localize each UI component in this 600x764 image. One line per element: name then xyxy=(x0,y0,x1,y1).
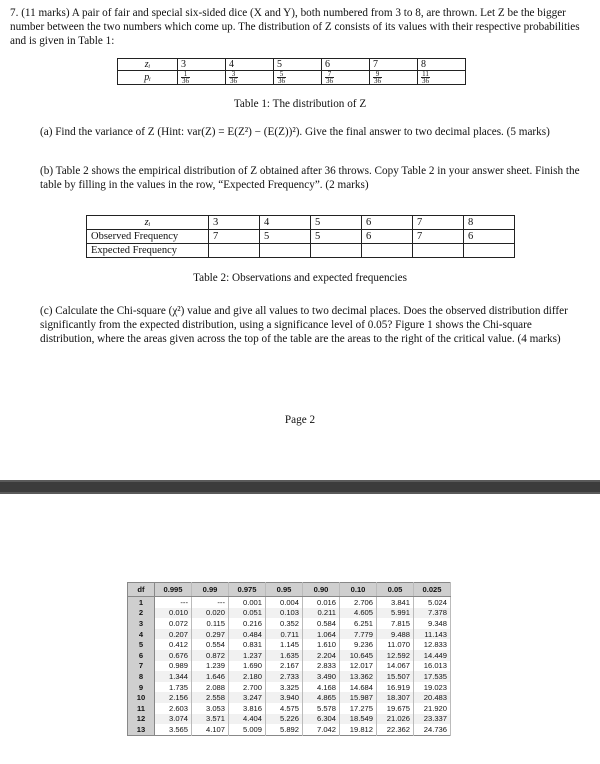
critical-value-cell: 0.352 xyxy=(266,618,303,629)
area-header: 0.99 xyxy=(192,583,229,597)
area-header: 0.90 xyxy=(303,583,340,597)
critical-value-cell: --- xyxy=(155,597,192,608)
z-value: 4 xyxy=(260,216,311,230)
expected-value xyxy=(362,244,413,258)
critical-value-cell: 0.872 xyxy=(192,650,229,661)
critical-value-cell: 14.067 xyxy=(377,661,414,672)
critical-value-cell: 5.009 xyxy=(229,724,266,735)
df-cell: 9 xyxy=(128,682,155,693)
critical-value-cell: 0.004 xyxy=(266,597,303,608)
critical-value-cell: 3.325 xyxy=(266,682,303,693)
critical-value-cell: 0.020 xyxy=(192,608,229,619)
z-value: 4 xyxy=(226,59,274,71)
part-c-text: (c) Calculate the Chi-square (χ²) value and give all values to two decimal places. Does the observed distribution differ significantly from the expected distribution, using a significance level of 0.05? Figure 1 shows the Chi-square distribution, where the areas given across the top of the table are the areas to the right of the critical value. (4 marks) xyxy=(40,305,568,345)
df-cell: 13 xyxy=(128,724,155,735)
critical-value-cell: 2.558 xyxy=(192,692,229,703)
chi-row xyxy=(128,724,451,735)
critical-value-cell: 3.247 xyxy=(229,692,266,703)
critical-value-cell: --- xyxy=(192,597,229,608)
observed-value: 5 xyxy=(260,230,311,244)
critical-value-cell: 0.831 xyxy=(229,639,266,650)
critical-value-cell: 9.348 xyxy=(414,618,451,629)
z-row xyxy=(118,59,466,71)
critical-value-cell: 0.216 xyxy=(229,618,266,629)
table1-caption: Table 1: The distribution of Z xyxy=(233,98,367,110)
critical-value-cell: 2.603 xyxy=(155,703,192,714)
critical-value-cell: 2.204 xyxy=(303,650,340,661)
critical-value-cell: 3.490 xyxy=(303,671,340,682)
observed-value: 7 xyxy=(209,230,260,244)
z-value: 3 xyxy=(178,59,226,71)
observed-row xyxy=(87,230,515,244)
chi-row xyxy=(128,608,451,619)
critical-value-cell: 16.919 xyxy=(377,682,414,693)
page-number: Page 2 xyxy=(284,414,316,426)
chi-header-row xyxy=(128,583,451,597)
critical-value-cell: 22.362 xyxy=(377,724,414,735)
distribution-table xyxy=(117,58,466,85)
critical-value-cell: 5.578 xyxy=(303,703,340,714)
expected-label: Expected Frequency xyxy=(87,244,209,258)
critical-value-cell: 11.070 xyxy=(377,639,414,650)
chi-row xyxy=(128,597,451,608)
df-cell: 5 xyxy=(128,639,155,650)
chi-row xyxy=(128,650,451,661)
chi-row xyxy=(128,682,451,693)
critical-value-cell: 1.735 xyxy=(155,682,192,693)
df-cell: 2 xyxy=(128,608,155,619)
critical-value-cell: 6.251 xyxy=(340,618,377,629)
chi-row xyxy=(128,661,451,672)
expected-value xyxy=(260,244,311,258)
observed-value: 5 xyxy=(311,230,362,244)
chi-row xyxy=(128,714,451,725)
critical-value-cell: 3.053 xyxy=(192,703,229,714)
z-label: zᵢ xyxy=(87,216,209,230)
critical-value-cell: 1.145 xyxy=(266,639,303,650)
critical-value-cell: 2.088 xyxy=(192,682,229,693)
chi-row xyxy=(128,639,451,650)
critical-value-cell: 20.483 xyxy=(414,692,451,703)
critical-value-cell: 0.001 xyxy=(229,597,266,608)
p-row xyxy=(118,71,466,85)
part-b-text: (b) Table 2 shows the empirical distribution of Z obtained after 36 throws. Copy Table 2 in your answer sheet. Finish the table by filling in the values in the row, “Expected Frequency”. (2 marks) xyxy=(40,165,580,191)
critical-value-cell: 1.635 xyxy=(266,650,303,661)
observed-value: 6 xyxy=(362,230,413,244)
critical-value-cell: 2.733 xyxy=(266,671,303,682)
critical-value-cell: 19.675 xyxy=(377,703,414,714)
critical-value-cell: 0.211 xyxy=(303,608,340,619)
critical-value-cell: 15.987 xyxy=(340,692,377,703)
probability-fraction: $\frac{3}{36}$ xyxy=(230,70,237,85)
df-cell: 1 xyxy=(128,597,155,608)
critical-value-cell: 17.535 xyxy=(414,671,451,682)
critical-value-cell: 7.779 xyxy=(340,629,377,640)
critical-value-cell: 7.815 xyxy=(377,618,414,629)
chi-row xyxy=(128,692,451,703)
critical-value-cell: 19.023 xyxy=(414,682,451,693)
p-label: pᵢ xyxy=(118,71,178,85)
critical-value-cell: 2.180 xyxy=(229,671,266,682)
critical-value-cell: 0.584 xyxy=(303,618,340,629)
probability-fraction: $\frac{11}{36}$ xyxy=(422,70,429,85)
critical-value-cell: 7.378 xyxy=(414,608,451,619)
area-header: 0.95 xyxy=(266,583,303,597)
critical-value-cell: 12.017 xyxy=(340,661,377,672)
critical-value-cell: 2.700 xyxy=(229,682,266,693)
chi-row xyxy=(128,629,451,640)
critical-value-cell: 0.103 xyxy=(266,608,303,619)
chi-square-table xyxy=(127,582,451,736)
observed-value: 7 xyxy=(413,230,464,244)
critical-value-cell: 10.645 xyxy=(340,650,377,661)
critical-value-cell: 0.989 xyxy=(155,661,192,672)
z-value: 7 xyxy=(370,59,418,71)
critical-value-cell: 2.156 xyxy=(155,692,192,703)
df-header: df xyxy=(128,583,155,597)
critical-value-cell: 12.833 xyxy=(414,639,451,650)
df-cell: 10 xyxy=(128,692,155,703)
z-value: 8 xyxy=(464,216,515,230)
critical-value-cell: 3.571 xyxy=(192,714,229,725)
area-header: 0.995 xyxy=(155,583,192,597)
critical-value-cell: 17.275 xyxy=(340,703,377,714)
question-intro: 7. (11 marks) A pair of fair and special six-sided dice (X and Y), both numbered from 3 to 8, are thrown. Let Z be the bigger number between the two numbers which come up. The distribution of Z consists of its values with their respective probabilities and is given in Table 1: xyxy=(10,7,580,47)
critical-value-cell: 3.074 xyxy=(155,714,192,725)
df-cell: 4 xyxy=(128,629,155,640)
critical-value-cell: 24.736 xyxy=(414,724,451,735)
critical-value-cell: 0.072 xyxy=(155,618,192,629)
critical-value-cell: 0.010 xyxy=(155,608,192,619)
critical-value-cell: 4.605 xyxy=(340,608,377,619)
critical-value-cell: 12.592 xyxy=(377,650,414,661)
critical-value-cell: 0.297 xyxy=(192,629,229,640)
observed-value: 6 xyxy=(464,230,515,244)
critical-value-cell: 5.226 xyxy=(266,714,303,725)
critical-value-cell: 4.404 xyxy=(229,714,266,725)
df-cell: 11 xyxy=(128,703,155,714)
critical-value-cell: 5.892 xyxy=(266,724,303,735)
critical-value-cell: 0.115 xyxy=(192,618,229,629)
critical-value-cell: 1.237 xyxy=(229,650,266,661)
critical-value-cell: 1.690 xyxy=(229,661,266,672)
observations-table xyxy=(86,215,515,258)
critical-value-cell: 3.940 xyxy=(266,692,303,703)
critical-value-cell: 2.706 xyxy=(340,597,377,608)
page-separator-shadow xyxy=(0,482,600,492)
z-value: 6 xyxy=(322,59,370,71)
critical-value-cell: 2.833 xyxy=(303,661,340,672)
probability-fraction: $\frac{7}{36}$ xyxy=(326,70,333,85)
critical-value-cell: 7.042 xyxy=(303,724,340,735)
df-cell: 3 xyxy=(128,618,155,629)
area-header: 0.05 xyxy=(377,583,414,597)
critical-value-cell: 4.865 xyxy=(303,692,340,703)
expected-value xyxy=(464,244,515,258)
critical-value-cell: 11.143 xyxy=(414,629,451,640)
z-value: 5 xyxy=(274,59,322,71)
df-cell: 12 xyxy=(128,714,155,725)
critical-value-cell: 4.107 xyxy=(192,724,229,735)
chi-row xyxy=(128,671,451,682)
critical-value-cell: 13.362 xyxy=(340,671,377,682)
expected-row xyxy=(87,244,515,258)
critical-value-cell: 1.646 xyxy=(192,671,229,682)
critical-value-cell: 0.676 xyxy=(155,650,192,661)
probability-fraction: $\frac{5}{36}$ xyxy=(278,70,285,85)
critical-value-cell: 19.812 xyxy=(340,724,377,735)
critical-value-cell: 23.337 xyxy=(414,714,451,725)
critical-value-cell: 6.304 xyxy=(303,714,340,725)
critical-value-cell: 21.026 xyxy=(377,714,414,725)
critical-value-cell: 0.207 xyxy=(155,629,192,640)
expected-value xyxy=(311,244,362,258)
observed-label: Observed Frequency xyxy=(87,230,209,244)
z-value: 7 xyxy=(413,216,464,230)
expected-value xyxy=(413,244,464,258)
critical-value-cell: 14.684 xyxy=(340,682,377,693)
critical-value-cell: 1.064 xyxy=(303,629,340,640)
critical-value-cell: 1.239 xyxy=(192,661,229,672)
critical-value-cell: 0.412 xyxy=(155,639,192,650)
obs-header-row xyxy=(87,216,515,230)
critical-value-cell: 0.711 xyxy=(266,629,303,640)
z-value: 6 xyxy=(362,216,413,230)
critical-value-cell: 1.344 xyxy=(155,671,192,682)
critical-value-cell: 15.507 xyxy=(377,671,414,682)
z-value: 8 xyxy=(418,59,466,71)
z-value: 5 xyxy=(311,216,362,230)
area-header: 0.10 xyxy=(340,583,377,597)
probability-fraction: $\frac{1}{36}$ xyxy=(182,70,189,85)
z-label: zᵢ xyxy=(118,59,178,71)
critical-value-cell: 3.841 xyxy=(377,597,414,608)
chi-row xyxy=(128,703,451,714)
df-cell: 8 xyxy=(128,671,155,682)
chi-row xyxy=(128,618,451,629)
critical-value-cell: 3.816 xyxy=(229,703,266,714)
critical-value-cell: 4.168 xyxy=(303,682,340,693)
table2-caption: Table 2: Observations and expected frequencies xyxy=(193,272,407,284)
critical-value-cell: 0.051 xyxy=(229,608,266,619)
df-cell: 7 xyxy=(128,661,155,672)
critical-value-cell: 1.610 xyxy=(303,639,340,650)
area-header: 0.975 xyxy=(229,583,266,597)
critical-value-cell: 0.016 xyxy=(303,597,340,608)
critical-value-cell: 18.307 xyxy=(377,692,414,703)
area-header: 0.025 xyxy=(414,583,451,597)
critical-value-cell: 5.991 xyxy=(377,608,414,619)
part-a-text: (a) Find the variance of Z (Hint: var(Z) = E(Z²) − (E(Z))²). Give the final answer to two decimal places. (5 marks) xyxy=(40,126,550,138)
probability-fraction: $\frac{9}{36}$ xyxy=(374,70,381,85)
critical-value-cell: 0.484 xyxy=(229,629,266,640)
critical-value-cell: 21.920 xyxy=(414,703,451,714)
expected-value xyxy=(209,244,260,258)
critical-value-cell: 9.488 xyxy=(377,629,414,640)
critical-value-cell: 3.565 xyxy=(155,724,192,735)
critical-value-cell: 2.167 xyxy=(266,661,303,672)
critical-value-cell: 5.024 xyxy=(414,597,451,608)
df-cell: 6 xyxy=(128,650,155,661)
critical-value-cell: 9.236 xyxy=(340,639,377,650)
critical-value-cell: 16.013 xyxy=(414,661,451,672)
critical-value-cell: 0.554 xyxy=(192,639,229,650)
critical-value-cell: 14.449 xyxy=(414,650,451,661)
z-value: 3 xyxy=(209,216,260,230)
critical-value-cell: 18.549 xyxy=(340,714,377,725)
critical-value-cell: 4.575 xyxy=(266,703,303,714)
